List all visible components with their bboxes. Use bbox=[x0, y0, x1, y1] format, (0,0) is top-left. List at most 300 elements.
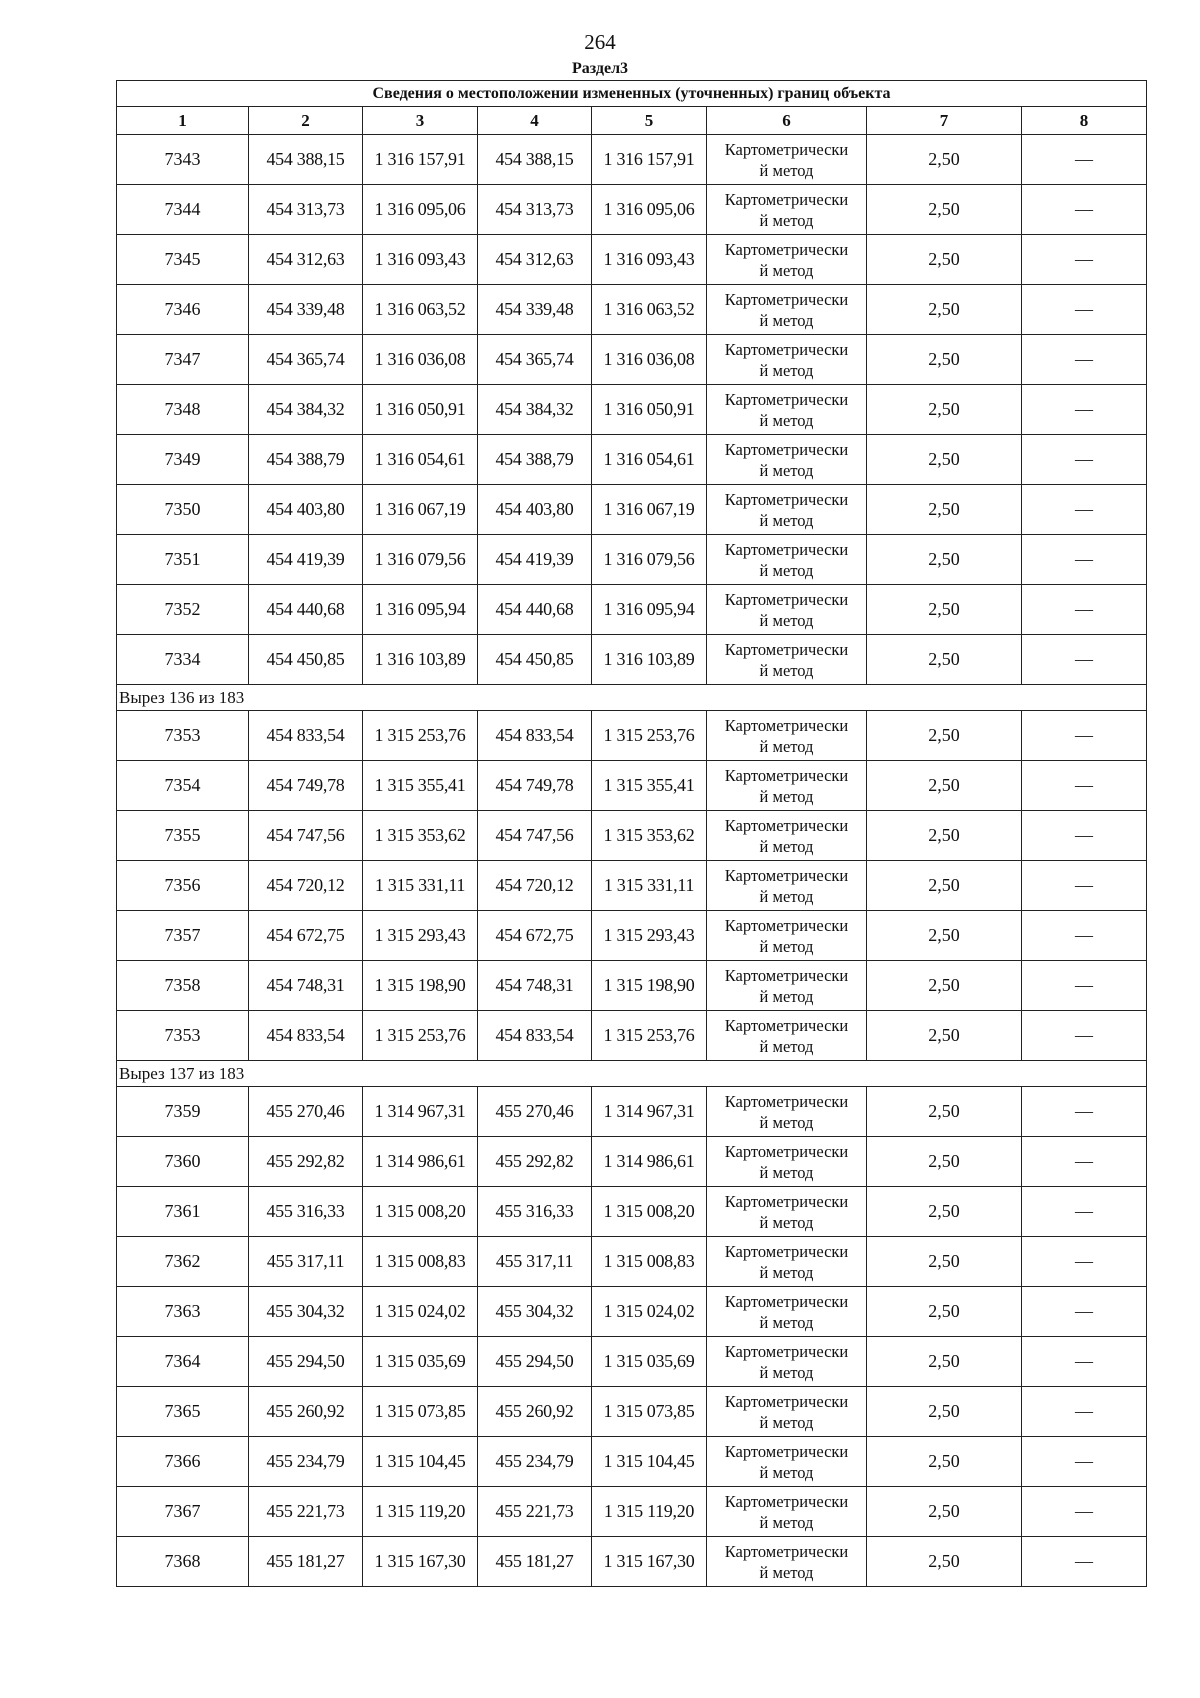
column-number: 8 bbox=[1022, 107, 1147, 135]
description-cell: — bbox=[1022, 1137, 1147, 1187]
accuracy-cell: 2,50 bbox=[867, 585, 1022, 635]
cutout-section-label: Вырез 136 из 183 bbox=[117, 685, 1147, 711]
method-line: й метод bbox=[759, 1362, 814, 1382]
table-caption: Сведения о местоположении измененных (уточненных) границ объекта bbox=[117, 81, 1147, 107]
description-cell: — bbox=[1022, 385, 1147, 435]
existing-x-cell: 455 270,46 bbox=[249, 1087, 363, 1137]
method-line: Картометрически bbox=[724, 539, 849, 559]
point-number-cell: 7350 bbox=[117, 485, 249, 535]
description-cell: — bbox=[1022, 961, 1147, 1011]
accuracy-cell: 2,50 bbox=[867, 1011, 1022, 1061]
column-number: 2 bbox=[249, 107, 363, 135]
method-cell bbox=[707, 1187, 867, 1237]
method-cell bbox=[707, 1487, 867, 1537]
method-line: й метод bbox=[759, 1562, 814, 1582]
new-x-cell: 454 313,73 bbox=[478, 185, 592, 235]
existing-y-cell: 1 316 093,43 bbox=[363, 235, 478, 285]
method-cell bbox=[707, 185, 867, 235]
method-line: Картометрически bbox=[724, 1191, 849, 1211]
table-row bbox=[117, 1137, 1147, 1187]
method-line: Картометрически bbox=[724, 715, 849, 735]
method-cell bbox=[707, 861, 867, 911]
table-row bbox=[117, 1337, 1147, 1387]
method-line: Картометрически bbox=[724, 289, 849, 309]
column-number: 4 bbox=[478, 107, 592, 135]
existing-y-cell: 1 315 253,76 bbox=[363, 1011, 478, 1061]
new-x-cell: 454 384,32 bbox=[478, 385, 592, 435]
new-x-cell: 454 312,63 bbox=[478, 235, 592, 285]
existing-y-cell: 1 316 067,19 bbox=[363, 485, 478, 535]
description-cell: — bbox=[1022, 1537, 1147, 1587]
method-line: й метод bbox=[759, 1462, 814, 1482]
new-y-cell: 1 314 967,31 bbox=[592, 1087, 707, 1137]
existing-x-cell: 454 672,75 bbox=[249, 911, 363, 961]
existing-y-cell: 1 316 079,56 bbox=[363, 535, 478, 585]
method-cell bbox=[707, 811, 867, 861]
new-y-cell: 1 315 104,45 bbox=[592, 1437, 707, 1487]
new-x-cell: 455 317,11 bbox=[478, 1237, 592, 1287]
description-cell: — bbox=[1022, 1487, 1147, 1537]
method-cell bbox=[707, 635, 867, 685]
coordinates-table bbox=[116, 80, 1147, 1587]
method-line: й метод bbox=[759, 1412, 814, 1432]
method-line: Картометрически bbox=[724, 639, 849, 659]
table-row bbox=[117, 1087, 1147, 1137]
point-number-cell: 7356 bbox=[117, 861, 249, 911]
existing-x-cell: 454 339,48 bbox=[249, 285, 363, 335]
method-line: й метод bbox=[759, 936, 814, 956]
new-x-cell: 455 234,79 bbox=[478, 1437, 592, 1487]
method-line: й метод bbox=[759, 410, 814, 430]
point-number-cell: 7343 bbox=[117, 135, 249, 185]
method-cell bbox=[707, 285, 867, 335]
method-line: Картометрически bbox=[724, 915, 849, 935]
new-x-cell: 454 440,68 bbox=[478, 585, 592, 635]
new-x-cell: 455 270,46 bbox=[478, 1087, 592, 1137]
method-cell bbox=[707, 135, 867, 185]
new-y-cell: 1 316 079,56 bbox=[592, 535, 707, 585]
method-line: й метод bbox=[759, 1212, 814, 1232]
accuracy-cell: 2,50 bbox=[867, 535, 1022, 585]
method-line: Картометрически bbox=[724, 189, 849, 209]
point-number-cell: 7353 bbox=[117, 711, 249, 761]
method-cell bbox=[707, 1287, 867, 1337]
point-number-cell: 7357 bbox=[117, 911, 249, 961]
method-line: й метод bbox=[759, 210, 814, 230]
new-x-cell: 454 748,31 bbox=[478, 961, 592, 1011]
method-line: й метод bbox=[759, 986, 814, 1006]
accuracy-cell: 2,50 bbox=[867, 1187, 1022, 1237]
point-number-cell: 7363 bbox=[117, 1287, 249, 1337]
description-cell: — bbox=[1022, 1087, 1147, 1137]
existing-x-cell: 454 450,85 bbox=[249, 635, 363, 685]
accuracy-cell: 2,50 bbox=[867, 1487, 1022, 1537]
existing-x-cell: 454 748,31 bbox=[249, 961, 363, 1011]
method-line: й метод bbox=[759, 1162, 814, 1182]
cutout-section-row bbox=[117, 1061, 1147, 1087]
new-y-cell: 1 316 103,89 bbox=[592, 635, 707, 685]
accuracy-cell: 2,50 bbox=[867, 961, 1022, 1011]
existing-y-cell: 1 316 036,08 bbox=[363, 335, 478, 385]
existing-y-cell: 1 316 157,91 bbox=[363, 135, 478, 185]
existing-x-cell: 455 304,32 bbox=[249, 1287, 363, 1337]
point-number-cell: 7349 bbox=[117, 435, 249, 485]
existing-y-cell: 1 315 353,62 bbox=[363, 811, 478, 861]
method-line: й метод bbox=[759, 1312, 814, 1332]
method-line: Картометрически bbox=[724, 865, 849, 885]
table-row bbox=[117, 1387, 1147, 1437]
method-cell bbox=[707, 1237, 867, 1287]
existing-y-cell: 1 315 355,41 bbox=[363, 761, 478, 811]
accuracy-cell: 2,50 bbox=[867, 385, 1022, 435]
new-x-cell: 454 749,78 bbox=[478, 761, 592, 811]
method-line: й метод bbox=[759, 1262, 814, 1282]
method-line: Картометрически bbox=[724, 489, 849, 509]
existing-x-cell: 455 317,11 bbox=[249, 1237, 363, 1287]
accuracy-cell: 2,50 bbox=[867, 1237, 1022, 1287]
table-row bbox=[117, 1187, 1147, 1237]
new-x-cell: 454 450,85 bbox=[478, 635, 592, 685]
existing-y-cell: 1 315 035,69 bbox=[363, 1337, 478, 1387]
method-line: й метод bbox=[759, 560, 814, 580]
table-row bbox=[117, 861, 1147, 911]
method-line: Картометрически bbox=[724, 1391, 849, 1411]
method-line: Картометрически bbox=[724, 1091, 849, 1111]
point-number-cell: 7351 bbox=[117, 535, 249, 585]
new-x-cell: 455 316,33 bbox=[478, 1187, 592, 1237]
description-cell: — bbox=[1022, 535, 1147, 585]
point-number-cell: 7348 bbox=[117, 385, 249, 435]
table-caption-row bbox=[117, 81, 1147, 107]
method-line: й метод bbox=[759, 886, 814, 906]
point-number-cell: 7347 bbox=[117, 335, 249, 385]
description-cell: — bbox=[1022, 435, 1147, 485]
point-number-cell: 7359 bbox=[117, 1087, 249, 1137]
existing-x-cell: 455 292,82 bbox=[249, 1137, 363, 1187]
table-row bbox=[117, 811, 1147, 861]
point-number-cell: 7358 bbox=[117, 961, 249, 1011]
new-x-cell: 454 403,80 bbox=[478, 485, 592, 535]
accuracy-cell: 2,50 bbox=[867, 135, 1022, 185]
table-row bbox=[117, 635, 1147, 685]
accuracy-cell: 2,50 bbox=[867, 1387, 1022, 1437]
method-cell bbox=[707, 1537, 867, 1587]
accuracy-cell: 2,50 bbox=[867, 1437, 1022, 1487]
method-line: й метод bbox=[759, 736, 814, 756]
existing-x-cell: 454 388,79 bbox=[249, 435, 363, 485]
column-number-row bbox=[117, 107, 1147, 135]
new-x-cell: 454 388,79 bbox=[478, 435, 592, 485]
description-cell: — bbox=[1022, 1187, 1147, 1237]
accuracy-cell: 2,50 bbox=[867, 335, 1022, 385]
new-x-cell: 454 672,75 bbox=[478, 911, 592, 961]
accuracy-cell: 2,50 bbox=[867, 1287, 1022, 1337]
new-x-cell: 454 747,56 bbox=[478, 811, 592, 861]
description-cell: — bbox=[1022, 861, 1147, 911]
method-cell bbox=[707, 235, 867, 285]
accuracy-cell: 2,50 bbox=[867, 911, 1022, 961]
new-y-cell: 1 315 073,85 bbox=[592, 1387, 707, 1437]
description-cell: — bbox=[1022, 711, 1147, 761]
accuracy-cell: 2,50 bbox=[867, 1337, 1022, 1387]
method-line: Картометрически bbox=[724, 1491, 849, 1511]
existing-x-cell: 454 384,32 bbox=[249, 385, 363, 435]
accuracy-cell: 2,50 bbox=[867, 185, 1022, 235]
table-row bbox=[117, 135, 1147, 185]
accuracy-cell: 2,50 bbox=[867, 1537, 1022, 1587]
existing-x-cell: 455 221,73 bbox=[249, 1487, 363, 1537]
new-y-cell: 1 315 008,20 bbox=[592, 1187, 707, 1237]
existing-y-cell: 1 315 073,85 bbox=[363, 1387, 478, 1437]
existing-y-cell: 1 315 104,45 bbox=[363, 1437, 478, 1487]
method-line: Картометрически bbox=[724, 339, 849, 359]
method-line: й метод bbox=[759, 360, 814, 380]
existing-x-cell: 454 403,80 bbox=[249, 485, 363, 535]
point-number-cell: 7355 bbox=[117, 811, 249, 861]
table-row bbox=[117, 1287, 1147, 1337]
point-number-cell: 7345 bbox=[117, 235, 249, 285]
accuracy-cell: 2,50 bbox=[867, 635, 1022, 685]
new-y-cell: 1 315 293,43 bbox=[592, 911, 707, 961]
table-row bbox=[117, 585, 1147, 635]
method-cell bbox=[707, 1337, 867, 1387]
new-x-cell: 454 388,15 bbox=[478, 135, 592, 185]
existing-x-cell: 455 234,79 bbox=[249, 1437, 363, 1487]
table-row bbox=[117, 1237, 1147, 1287]
method-cell bbox=[707, 485, 867, 535]
column-number: 1 bbox=[117, 107, 249, 135]
point-number-cell: 7368 bbox=[117, 1537, 249, 1587]
cutout-section-row bbox=[117, 685, 1147, 711]
existing-y-cell: 1 315 024,02 bbox=[363, 1287, 478, 1337]
table-row bbox=[117, 1537, 1147, 1587]
point-number-cell: 7360 bbox=[117, 1137, 249, 1187]
new-y-cell: 1 315 119,20 bbox=[592, 1487, 707, 1537]
existing-y-cell: 1 316 050,91 bbox=[363, 385, 478, 435]
existing-y-cell: 1 315 253,76 bbox=[363, 711, 478, 761]
description-cell: — bbox=[1022, 335, 1147, 385]
table-row bbox=[117, 485, 1147, 535]
new-y-cell: 1 315 253,76 bbox=[592, 1011, 707, 1061]
table-row bbox=[117, 761, 1147, 811]
new-y-cell: 1 315 198,90 bbox=[592, 961, 707, 1011]
existing-x-cell: 454 749,78 bbox=[249, 761, 363, 811]
description-cell: — bbox=[1022, 761, 1147, 811]
existing-x-cell: 454 388,15 bbox=[249, 135, 363, 185]
accuracy-cell: 2,50 bbox=[867, 861, 1022, 911]
new-y-cell: 1 316 157,91 bbox=[592, 135, 707, 185]
description-cell: — bbox=[1022, 585, 1147, 635]
table-row bbox=[117, 385, 1147, 435]
existing-x-cell: 454 747,56 bbox=[249, 811, 363, 861]
new-y-cell: 1 315 167,30 bbox=[592, 1537, 707, 1587]
description-cell: — bbox=[1022, 635, 1147, 685]
existing-x-cell: 454 313,73 bbox=[249, 185, 363, 235]
new-y-cell: 1 315 024,02 bbox=[592, 1287, 707, 1337]
method-line: Картометрически bbox=[724, 815, 849, 835]
description-cell: — bbox=[1022, 1337, 1147, 1387]
method-line: Картометрически bbox=[724, 389, 849, 409]
method-cell bbox=[707, 535, 867, 585]
description-cell: — bbox=[1022, 185, 1147, 235]
new-x-cell: 455 260,92 bbox=[478, 1387, 592, 1437]
new-y-cell: 1 316 095,06 bbox=[592, 185, 707, 235]
existing-y-cell: 1 314 967,31 bbox=[363, 1087, 478, 1137]
method-line: Картометрически bbox=[724, 1015, 849, 1035]
table-row bbox=[117, 911, 1147, 961]
new-x-cell: 455 304,32 bbox=[478, 1287, 592, 1337]
point-number-cell: 7352 bbox=[117, 585, 249, 635]
point-number-cell: 7353 bbox=[117, 1011, 249, 1061]
description-cell: — bbox=[1022, 811, 1147, 861]
new-y-cell: 1 314 986,61 bbox=[592, 1137, 707, 1187]
method-cell bbox=[707, 1137, 867, 1187]
method-line: й метод bbox=[759, 160, 814, 180]
table-row bbox=[117, 435, 1147, 485]
method-line: Картометрически bbox=[724, 965, 849, 985]
new-y-cell: 1 316 036,08 bbox=[592, 335, 707, 385]
method-line: й метод bbox=[759, 260, 814, 280]
column-number: 6 bbox=[707, 107, 867, 135]
table-row bbox=[117, 335, 1147, 385]
new-y-cell: 1 315 355,41 bbox=[592, 761, 707, 811]
method-cell bbox=[707, 711, 867, 761]
existing-y-cell: 1 316 054,61 bbox=[363, 435, 478, 485]
accuracy-cell: 2,50 bbox=[867, 711, 1022, 761]
new-y-cell: 1 315 331,11 bbox=[592, 861, 707, 911]
point-number-cell: 7367 bbox=[117, 1487, 249, 1537]
existing-x-cell: 454 720,12 bbox=[249, 861, 363, 911]
point-number-cell: 7365 bbox=[117, 1387, 249, 1437]
existing-x-cell: 454 419,39 bbox=[249, 535, 363, 585]
description-cell: — bbox=[1022, 135, 1147, 185]
existing-y-cell: 1 316 103,89 bbox=[363, 635, 478, 685]
table-row bbox=[117, 1011, 1147, 1061]
existing-x-cell: 454 833,54 bbox=[249, 711, 363, 761]
method-line: Картометрически bbox=[724, 439, 849, 459]
method-line: й метод bbox=[759, 836, 814, 856]
method-cell bbox=[707, 1011, 867, 1061]
table-row bbox=[117, 961, 1147, 1011]
new-y-cell: 1 316 095,94 bbox=[592, 585, 707, 635]
method-line: Картометрически bbox=[724, 1141, 849, 1161]
existing-x-cell: 455 181,27 bbox=[249, 1537, 363, 1587]
new-y-cell: 1 315 253,76 bbox=[592, 711, 707, 761]
existing-x-cell: 454 365,74 bbox=[249, 335, 363, 385]
method-line: й метод bbox=[759, 1112, 814, 1132]
point-number-cell: 7362 bbox=[117, 1237, 249, 1287]
page-number: 264 bbox=[584, 30, 616, 54]
existing-y-cell: 1 315 008,20 bbox=[363, 1187, 478, 1237]
existing-y-cell: 1 315 331,11 bbox=[363, 861, 478, 911]
existing-y-cell: 1 316 095,06 bbox=[363, 185, 478, 235]
existing-x-cell: 455 316,33 bbox=[249, 1187, 363, 1237]
method-line: Картометрически bbox=[724, 239, 849, 259]
method-line: Картометрически bbox=[724, 139, 849, 159]
method-line: Картометрически bbox=[724, 1241, 849, 1261]
new-x-cell: 455 294,50 bbox=[478, 1337, 592, 1387]
method-line: Картометрически bbox=[724, 1291, 849, 1311]
table-row bbox=[117, 1487, 1147, 1537]
method-line: й метод bbox=[759, 610, 814, 630]
table-row bbox=[117, 185, 1147, 235]
description-cell: — bbox=[1022, 911, 1147, 961]
new-x-cell: 454 833,54 bbox=[478, 711, 592, 761]
description-cell: — bbox=[1022, 1287, 1147, 1337]
table-body bbox=[117, 135, 1147, 1587]
point-number-cell: 7354 bbox=[117, 761, 249, 811]
new-y-cell: 1 316 050,91 bbox=[592, 385, 707, 435]
column-number: 7 bbox=[867, 107, 1022, 135]
existing-x-cell: 455 260,92 bbox=[249, 1387, 363, 1437]
table-row bbox=[117, 285, 1147, 335]
existing-x-cell: 454 833,54 bbox=[249, 1011, 363, 1061]
new-y-cell: 1 316 063,52 bbox=[592, 285, 707, 335]
point-number-cell: 7361 bbox=[117, 1187, 249, 1237]
new-y-cell: 1 315 353,62 bbox=[592, 811, 707, 861]
description-cell: — bbox=[1022, 235, 1147, 285]
accuracy-cell: 2,50 bbox=[867, 235, 1022, 285]
method-cell bbox=[707, 1437, 867, 1487]
accuracy-cell: 2,50 bbox=[867, 485, 1022, 535]
method-cell bbox=[707, 911, 867, 961]
method-line: й метод bbox=[759, 1036, 814, 1056]
new-y-cell: 1 316 054,61 bbox=[592, 435, 707, 485]
existing-y-cell: 1 315 167,30 bbox=[363, 1537, 478, 1587]
description-cell: — bbox=[1022, 1437, 1147, 1487]
new-y-cell: 1 316 093,43 bbox=[592, 235, 707, 285]
accuracy-cell: 2,50 bbox=[867, 811, 1022, 861]
table-row bbox=[117, 535, 1147, 585]
table-row bbox=[117, 711, 1147, 761]
method-cell bbox=[707, 585, 867, 635]
point-number-cell: 7344 bbox=[117, 185, 249, 235]
new-x-cell: 454 720,12 bbox=[478, 861, 592, 911]
new-x-cell: 455 292,82 bbox=[478, 1137, 592, 1187]
section-title: Раздел3 bbox=[571, 60, 629, 77]
column-number: 3 bbox=[363, 107, 478, 135]
existing-y-cell: 1 315 119,20 bbox=[363, 1487, 478, 1537]
method-line: й метод bbox=[759, 310, 814, 330]
existing-y-cell: 1 316 095,94 bbox=[363, 585, 478, 635]
method-line: Картометрически bbox=[724, 765, 849, 785]
point-number-cell: 7346 bbox=[117, 285, 249, 335]
method-cell bbox=[707, 335, 867, 385]
method-cell bbox=[707, 1087, 867, 1137]
column-number: 5 bbox=[592, 107, 707, 135]
description-cell: — bbox=[1022, 1387, 1147, 1437]
existing-y-cell: 1 315 008,83 bbox=[363, 1237, 478, 1287]
table-row bbox=[117, 235, 1147, 285]
point-number-cell: 7366 bbox=[117, 1437, 249, 1487]
existing-y-cell: 1 314 986,61 bbox=[363, 1137, 478, 1187]
point-number-cell: 7364 bbox=[117, 1337, 249, 1387]
new-y-cell: 1 315 035,69 bbox=[592, 1337, 707, 1387]
method-cell bbox=[707, 761, 867, 811]
new-x-cell: 454 833,54 bbox=[478, 1011, 592, 1061]
accuracy-cell: 2,50 bbox=[867, 1137, 1022, 1187]
table-row bbox=[117, 1437, 1147, 1487]
method-line: Картометрически bbox=[724, 1341, 849, 1361]
accuracy-cell: 2,50 bbox=[867, 435, 1022, 485]
existing-x-cell: 454 440,68 bbox=[249, 585, 363, 635]
method-line: й метод bbox=[759, 1512, 814, 1532]
method-line: й метод bbox=[759, 510, 814, 530]
new-y-cell: 1 315 008,83 bbox=[592, 1237, 707, 1287]
existing-y-cell: 1 315 293,43 bbox=[363, 911, 478, 961]
existing-x-cell: 454 312,63 bbox=[249, 235, 363, 285]
method-line: Картометрически bbox=[724, 1441, 849, 1461]
